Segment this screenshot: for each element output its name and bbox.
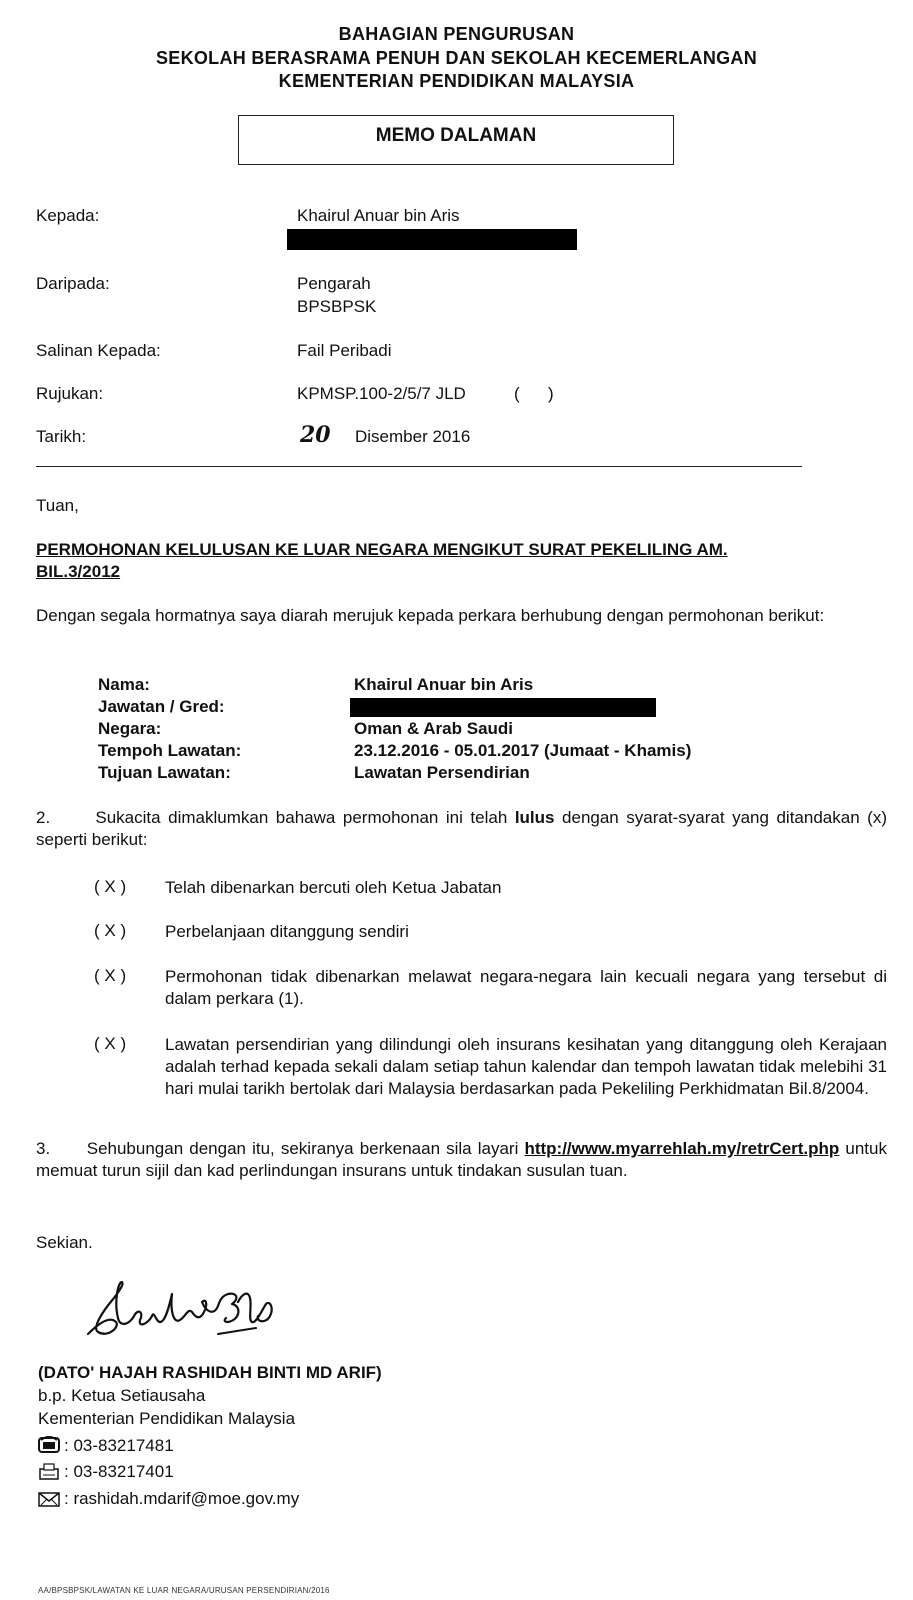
redaction-bar bbox=[287, 229, 577, 250]
paragraph-3 bbox=[36, 1138, 887, 1182]
paragraph-2-number: 2. bbox=[36, 808, 51, 827]
closing: Sekian. bbox=[36, 1233, 93, 1252]
envelope-icon bbox=[38, 1490, 60, 1508]
intro-paragraph: Dengan segala hormatnya saya diarah merujuk kepada perkara berhubung dengan permohonan berikut: bbox=[36, 606, 825, 625]
post-label: Jawatan / Gred: bbox=[98, 697, 225, 716]
name-label: Nama: bbox=[98, 675, 150, 694]
memo-title-box bbox=[238, 115, 674, 165]
signatory-name: (DATO' HAJAH RASHIDAH BINTI MD ARIF) bbox=[38, 1363, 382, 1382]
name-value: Khairul Anuar bin Aris bbox=[354, 675, 534, 694]
certificate-link[interactable]: http://www.myarrehlah.my/retrCert.php bbox=[524, 1139, 840, 1158]
subject-line-2: BIL.3/2012 bbox=[36, 562, 121, 581]
email-address: : rashidah.mdarif@moe.gov.my bbox=[64, 1489, 300, 1508]
to-value: Khairul Anuar bin Aris bbox=[297, 206, 460, 225]
condition-2-mark: ( X ) bbox=[94, 921, 127, 940]
purpose-value: Lawatan Persendirian bbox=[354, 763, 530, 782]
date-month-year: Disember 2016 bbox=[355, 427, 471, 446]
cc-label: Salinan Kepada: bbox=[36, 341, 161, 360]
to-label: Kepada: bbox=[36, 206, 100, 225]
divider-line bbox=[36, 466, 802, 467]
period-label: Tempoh Lawatan: bbox=[98, 741, 242, 760]
paragraph-2 bbox=[36, 807, 887, 851]
country-label: Negara: bbox=[98, 719, 162, 738]
subject-line-1: PERMOHONAN KELULUSAN KE LUAR NEGARA MENGIKUT SURAT PEKELILING AM. bbox=[36, 540, 728, 559]
approved-word: lulus bbox=[514, 808, 555, 827]
post-redaction-bar bbox=[350, 698, 656, 717]
condition-4-text: Lawatan persendirian yang dilindungi oleh insurans kesihatan yang ditanggung oleh Kerajaan adalah terhad kepada sekali dalam setiap tahun kalendar dan tempoh lawatan tidak melebihi 31 hari mulai tarikh bertolak dari Malaysia berdasarkan pada Pekeliling Perkhidmatan Bil.8/2004. bbox=[165, 1035, 887, 1098]
ref-value: KPMSP.100-2/5/7 JLD bbox=[297, 384, 466, 403]
date-label: Tarikh: bbox=[36, 427, 87, 446]
condition-4-mark: ( X ) bbox=[94, 1034, 127, 1053]
signatory-title-1: b.p. Ketua Setiausaha bbox=[38, 1386, 206, 1405]
paragraph-2-text-start: Sukacita dimaklumkan bahawa permohonan ini telah bbox=[95, 808, 515, 827]
period-value: 23.12.2016 - 05.01.2017 (Jumaat - Khamis) bbox=[354, 741, 692, 760]
phone-number: : 03-83217481 bbox=[64, 1436, 174, 1455]
salutation: Tuan, bbox=[36, 496, 79, 515]
signatory-title-2: Kementerian Pendidikan Malaysia bbox=[38, 1409, 296, 1428]
condition-1-text: Telah dibenarkan bercuti oleh Ketua Jabatan bbox=[165, 878, 502, 897]
handwritten-signature bbox=[80, 1272, 290, 1362]
paragraph-3-number: 3. bbox=[36, 1139, 51, 1158]
condition-1-mark: ( X ) bbox=[94, 877, 127, 896]
paragraph-3-text-start: Sehubungan dengan itu, sekiranya berkenaan sila layari bbox=[86, 1139, 525, 1158]
ref-parentheses: ( ) bbox=[514, 384, 554, 403]
org-name-line-1: BAHAGIAN PENGURUSAN bbox=[338, 24, 575, 44]
from-label: Daripada: bbox=[36, 274, 110, 293]
ref-label: Rujukan: bbox=[36, 384, 104, 403]
condition-3-mark: ( X ) bbox=[94, 966, 127, 985]
from-value-2: BPSBPSK bbox=[297, 297, 377, 316]
paragraph-2-text-end: dengan syarat-syarat yang ditandakan (x) seperti berikut: bbox=[36, 808, 888, 849]
paragraph-3-text-end: untuk memuat turun sijil dan kad perlindungan insurans untuk tindakan susulan tuan. bbox=[36, 1139, 887, 1180]
fax-icon bbox=[38, 1463, 60, 1481]
condition-3-text: Permohonan tidak dibenarkan melawat negara-negara lain kecuali negara yang tersebut di dalam perkara (1). bbox=[165, 967, 887, 1008]
date-day-handwritten: 20 bbox=[300, 422, 331, 448]
fax-number: : 03-83217401 bbox=[64, 1462, 174, 1481]
file-reference-footer: AA/BPSBPSK/LAWATAN KE LUAR NEGARA/URUSAN PERSENDIRIAN/2016 bbox=[38, 1586, 330, 1595]
cc-value: Fail Peribadi bbox=[297, 341, 392, 360]
telephone-icon bbox=[38, 1436, 60, 1454]
from-value-1: Pengarah bbox=[297, 274, 371, 293]
org-name-line-3: KEMENTERIAN PENDIDIKAN MALAYSIA bbox=[278, 71, 635, 91]
memo-title: MEMO DALAMAN bbox=[375, 125, 537, 146]
purpose-label: Tujuan Lawatan: bbox=[98, 763, 231, 782]
country-value: Oman & Arab Saudi bbox=[354, 719, 514, 738]
condition-2-text: Perbelanjaan ditanggung sendiri bbox=[165, 922, 409, 941]
org-name-line-2: SEKOLAH BERASRAMA PENUH DAN SEKOLAH KECEMERLANGAN bbox=[155, 48, 758, 68]
